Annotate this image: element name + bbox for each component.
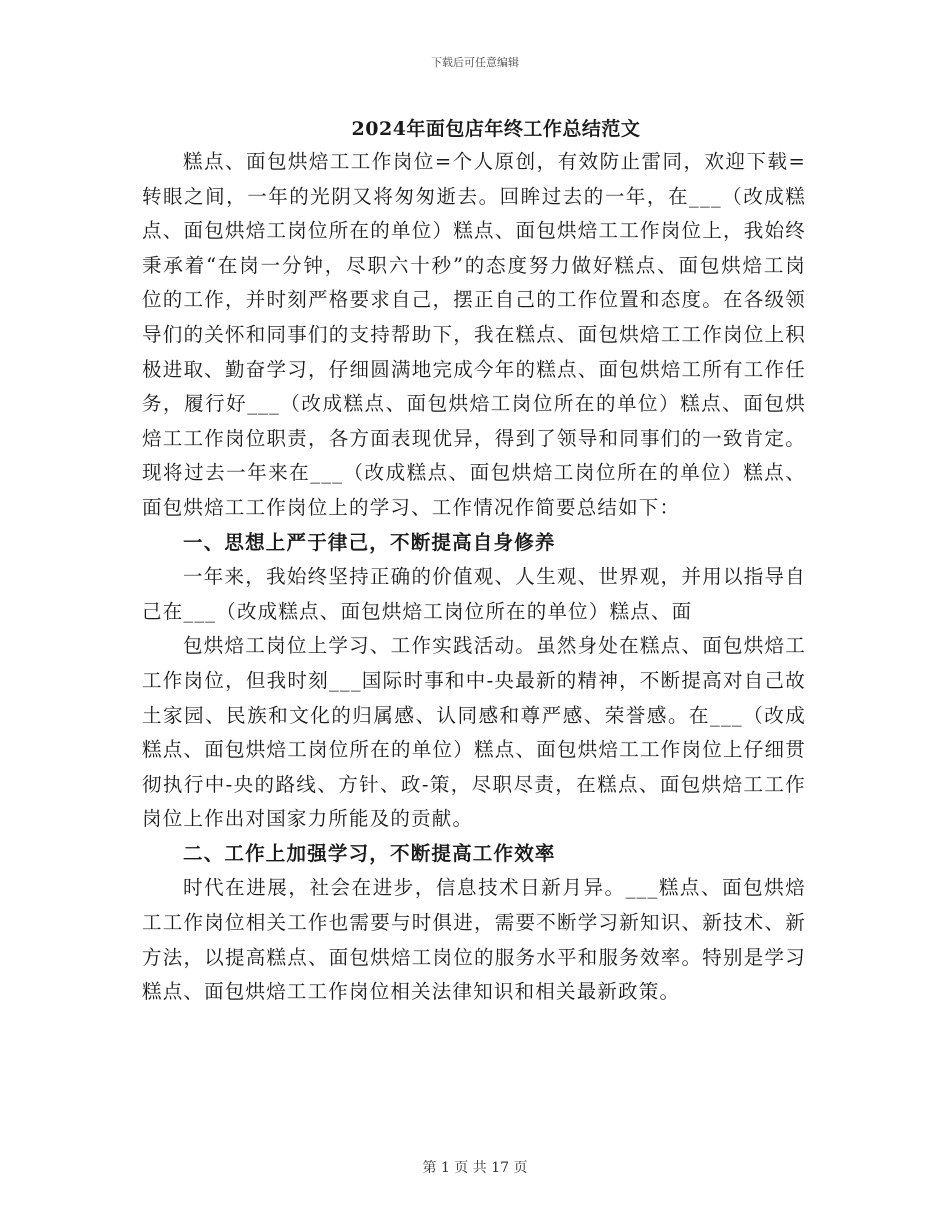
document-body <box>142 145 806 1010</box>
section-heading-1: 一、思想上严于律己，不断提高自身修养 <box>183 530 556 554</box>
section-heading-2: 二、工作上加强学习，不断提高工作效率 <box>183 841 556 865</box>
paragraph-intro: 糕点、面包烘焙工工作岗位=个人原创，有效防止雷同，欢迎下载=转眼之间，一年的光阴又将匆匆逝去。回眸过去的一年，在___（改成糕点、面包烘焙工岗位所在的单位）糕点、面包烘焙工工作岗位上，我始终秉承着“在岗一分钟，尽职六十秒”的态度努力做好糕点、面包烘焙工岗位的工作，并时刻严格要求自己，摆正自己的工作位置和态度。在各级领导们的关怀和同事们的支持帮助下，我在糕点、面包烘焙工工作岗位上积极进取、勤奋学习，仔细圆满地完成今年的糕点、面包烘焙工所有工作任务，履行好___（改成糕点、面包烘焙工岗位所在的单位）糕点、面包烘焙工工作岗位职责，各方面表现优异，得到了领导和同事们的一致肯定。现将过去一年来在___（改成糕点、面包烘焙工岗位所在的单位）糕点、面包烘焙工工作岗位上的学习、工作情况作简要总结如下： <box>142 150 806 519</box>
paragraph-section1-b: 包烘焙工岗位上学习、工作实践活动。虽然身处在糕点、面包烘焙工工作岗位，但我时刻___国际时事和中-央最新的精神，不断提高对自己故土家园、民族和文化的归属感、认同感和尊严感、荣誉感。在___（改成糕点、面包烘焙工岗位所在的单位）糕点、面包烘焙工工作岗位上仔细贯彻执行中-央的路线、方针、政-策，尽职尽责，在糕点、面包烘焙工工作岗位上作出对国家力所能及的贡献。 <box>142 634 806 831</box>
page-number: 第 1 页 共 17 页 <box>422 1160 528 1176</box>
paragraph-section1-a: 一年来，我始终坚持正确的价值观、人生观、世界观，并用以指导自己在___（改成糕点、面包烘焙工岗位所在的单位）糕点、面 <box>142 565 806 623</box>
paragraph-section2: 时代在进展，社会在进步，信息技术日新月异。___糕点、面包烘焙工工作岗位相关工作也需要与时俱进，需要不断学习新知识、新技术、新方法，以提高糕点、面包烘焙工岗位的服务水平和服务效率。特别是学习糕点、面包烘焙工工作岗位相关法律知识和相关最新政策。 <box>142 876 806 1004</box>
header-note: 下载后可任意编辑 <box>431 56 519 69</box>
document-title: 2024年面包店年终工作总结范文 <box>351 118 641 140</box>
